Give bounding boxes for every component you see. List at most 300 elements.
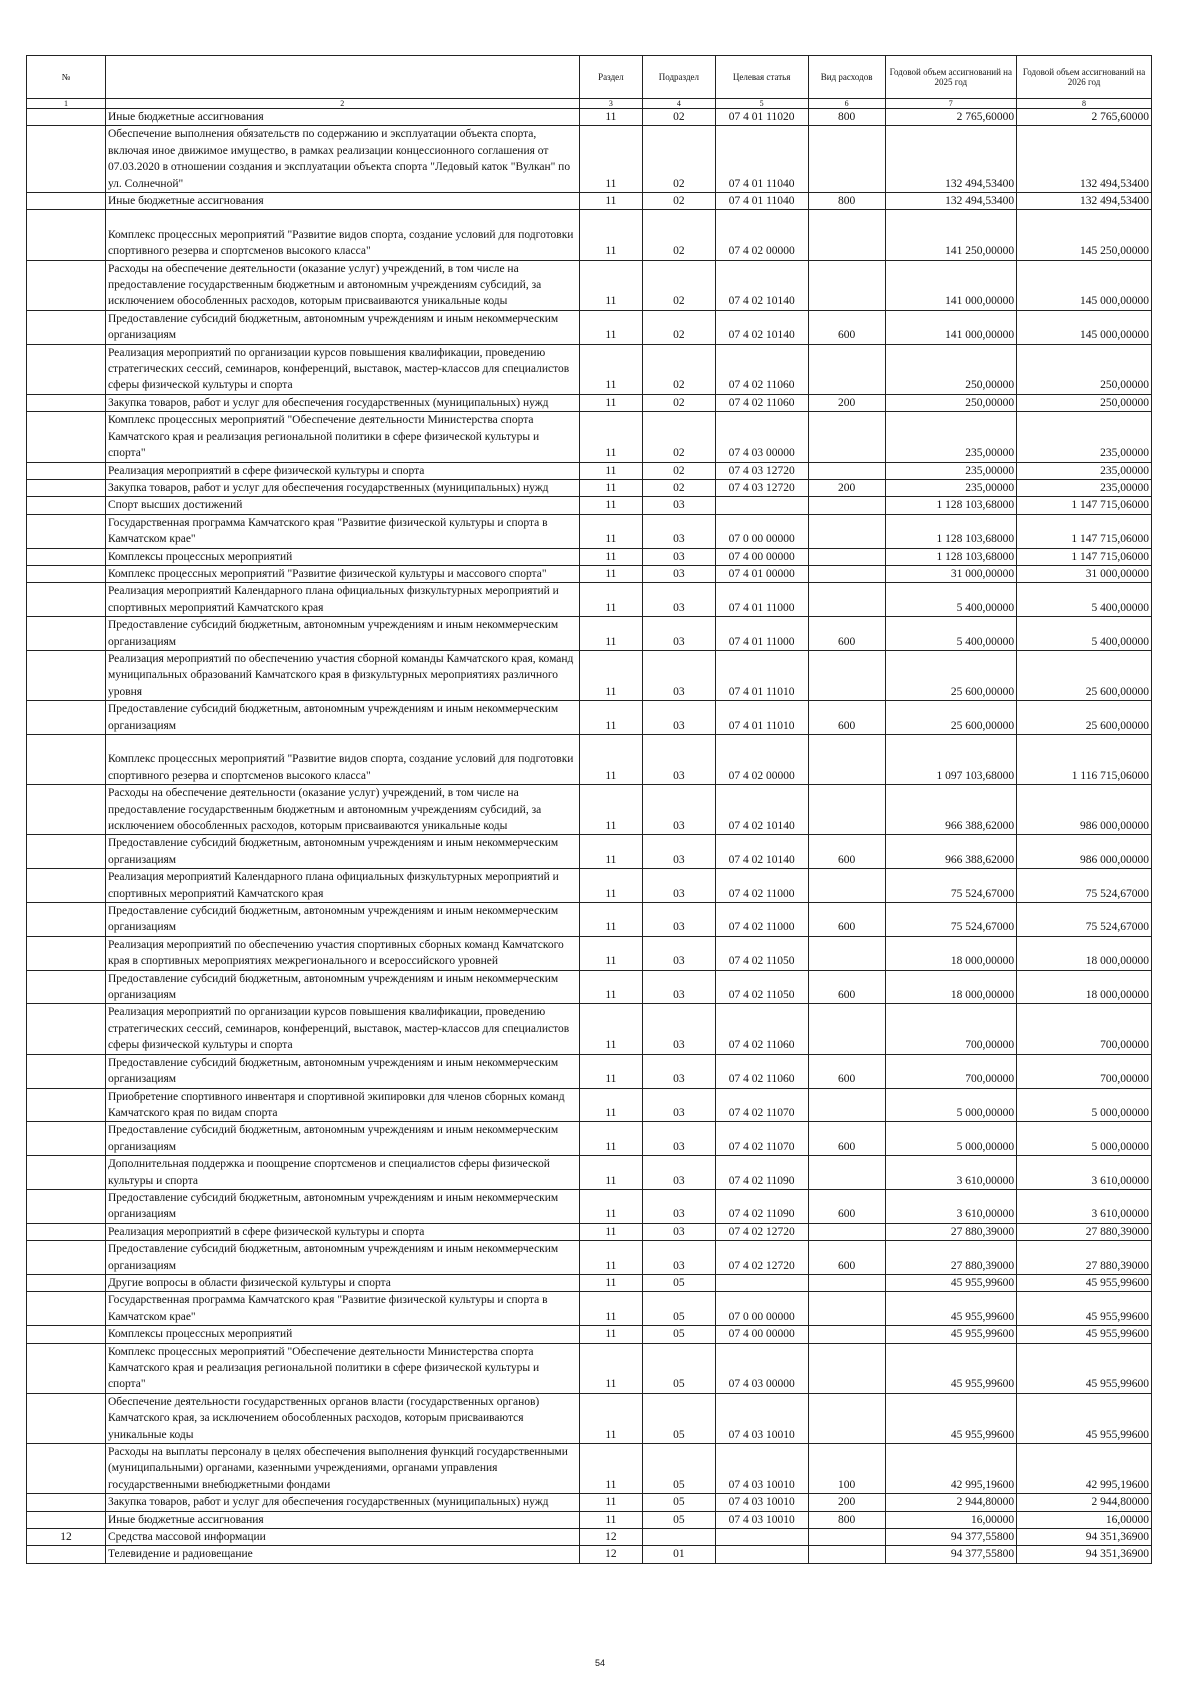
row-razdel: 11 xyxy=(579,735,643,785)
row-amount-2025: 27 880,39000 xyxy=(885,1241,1017,1275)
col-number: 5 xyxy=(715,99,808,109)
table-row xyxy=(27,1054,1152,1088)
row-name: Реализация мероприятий Календарного плана официальных физкультурных мероприятий и спортивных мероприятий Камчатского края xyxy=(105,869,579,903)
row-podrazdel: 02 xyxy=(643,126,715,193)
row-amount-2026: 75 524,67000 xyxy=(1017,869,1152,903)
table-row xyxy=(27,1156,1152,1190)
row-name: Предоставление субсидий бюджетным, автономным учреждениям и иным некоммерческим организациям xyxy=(105,1054,579,1088)
row-amount-2026: 2 944,80000 xyxy=(1017,1494,1152,1511)
row-number xyxy=(27,1444,106,1494)
row-podrazdel: 03 xyxy=(643,1054,715,1088)
row-expense-type xyxy=(808,514,885,548)
table-row xyxy=(27,412,1152,462)
row-expense-type: 600 xyxy=(808,1241,885,1275)
row-expense-type: 800 xyxy=(808,109,885,126)
header-name xyxy=(105,56,579,99)
row-amount-2025: 18 000,00000 xyxy=(885,970,1017,1004)
row-name: Спорт высших достижений xyxy=(105,497,579,514)
row-podrazdel: 03 xyxy=(643,1189,715,1223)
row-expense-type xyxy=(808,936,885,970)
row-podrazdel: 05 xyxy=(643,1326,715,1343)
row-razdel: 12 xyxy=(579,1546,643,1563)
row-amount-2026: 25 600,00000 xyxy=(1017,701,1152,735)
row-target-article: 07 4 01 11010 xyxy=(715,650,808,700)
table-row xyxy=(27,109,1152,126)
row-name: Иные бюджетные ассигнования xyxy=(105,109,579,126)
row-expense-type xyxy=(808,412,885,462)
row-name: Предоставление субсидий бюджетным, автономным учреждениям и иным некоммерческим организациям xyxy=(105,310,579,344)
table-row xyxy=(27,1494,1152,1511)
row-amount-2025: 25 600,00000 xyxy=(885,650,1017,700)
row-razdel: 11 xyxy=(579,869,643,903)
row-name: Расходы на обеспечение деятельности (оказание услуг) учреждений, в том числе на предоставление государственным бюджетным и автономным учреждениям субсидий, за исключением обособленных расходов, которым присваиваются уникальные коды xyxy=(105,260,579,310)
row-amount-2025: 700,00000 xyxy=(885,1004,1017,1054)
row-name: Предоставление субсидий бюджетным, автономным учреждениям и иным некоммерческим организациям xyxy=(105,835,579,869)
row-number xyxy=(27,1343,106,1393)
row-amount-2025: 235,00000 xyxy=(885,462,1017,479)
row-number xyxy=(27,583,106,617)
row-razdel: 11 xyxy=(579,412,643,462)
row-target-article: 07 4 03 10010 xyxy=(715,1494,808,1511)
row-number xyxy=(27,344,106,394)
row-amount-2025: 141 250,00000 xyxy=(885,210,1017,260)
row-number xyxy=(27,394,106,411)
table-row xyxy=(27,1241,1152,1275)
row-name: Средства массовой информации xyxy=(105,1529,579,1546)
row-name: Предоставление субсидий бюджетным, автономным учреждениям и иным некоммерческим организациям xyxy=(105,1189,579,1223)
row-amount-2026: 145 000,00000 xyxy=(1017,310,1152,344)
row-amount-2026: 1 147 715,06000 xyxy=(1017,548,1152,565)
row-number xyxy=(27,1088,106,1122)
row-amount-2025: 250,00000 xyxy=(885,344,1017,394)
row-podrazdel: 05 xyxy=(643,1393,715,1443)
row-razdel: 11 xyxy=(579,617,643,651)
row-razdel: 11 xyxy=(579,1156,643,1190)
row-amount-2026: 250,00000 xyxy=(1017,344,1152,394)
row-amount-2026: 1 116 715,06000 xyxy=(1017,735,1152,785)
row-number xyxy=(27,617,106,651)
row-amount-2025: 5 400,00000 xyxy=(885,583,1017,617)
row-expense-type xyxy=(808,1156,885,1190)
row-razdel: 11 xyxy=(579,1343,643,1393)
row-number xyxy=(27,835,106,869)
table-row xyxy=(27,1274,1152,1291)
row-number xyxy=(27,1241,106,1275)
row-razdel: 11 xyxy=(579,1326,643,1343)
row-amount-2025: 1 128 103,68000 xyxy=(885,514,1017,548)
row-amount-2025: 1 128 103,68000 xyxy=(885,497,1017,514)
row-expense-type: 600 xyxy=(808,1122,885,1156)
row-target-article: 07 0 00 00000 xyxy=(715,514,808,548)
row-name: Дополнительная поддержка и поощрение спортсменов и специалистов сферы физической культуры и спорта xyxy=(105,1156,579,1190)
row-podrazdel: 03 xyxy=(643,735,715,785)
row-number xyxy=(27,412,106,462)
table-row xyxy=(27,260,1152,310)
row-expense-type: 600 xyxy=(808,701,885,735)
row-amount-2025: 235,00000 xyxy=(885,412,1017,462)
row-name: Предоставление субсидий бюджетным, автономным учреждениям и иным некоммерческим организациям xyxy=(105,1122,579,1156)
row-podrazdel: 03 xyxy=(643,583,715,617)
table-row xyxy=(27,1343,1152,1393)
row-amount-2025: 141 000,00000 xyxy=(885,260,1017,310)
row-razdel: 11 xyxy=(579,903,643,937)
row-target-article: 07 4 02 11000 xyxy=(715,869,808,903)
row-amount-2025: 5 400,00000 xyxy=(885,617,1017,651)
row-amount-2025: 235,00000 xyxy=(885,479,1017,496)
row-number xyxy=(27,497,106,514)
row-target-article: 07 4 02 11060 xyxy=(715,394,808,411)
row-razdel: 11 xyxy=(579,835,643,869)
row-expense-type xyxy=(808,1326,885,1343)
row-razdel: 11 xyxy=(579,479,643,496)
row-target-article: 07 4 02 12720 xyxy=(715,1241,808,1275)
row-target-article: 07 4 02 11070 xyxy=(715,1088,808,1122)
row-amount-2026: 235,00000 xyxy=(1017,479,1152,496)
row-name: Расходы на обеспечение деятельности (оказание услуг) учреждений, в том числе на предоставление государственным бюджетным и автономным учреждениям субсидий, за исключением обособленных расходов, которым присваиваются уникальные коды xyxy=(105,785,579,835)
row-name: Приобретение спортивного инвентаря и спортивной экипировки для членов сборных команд Камчатского края по видам спорта xyxy=(105,1088,579,1122)
row-podrazdel: 02 xyxy=(643,310,715,344)
row-podrazdel: 02 xyxy=(643,344,715,394)
row-razdel: 11 xyxy=(579,1511,643,1528)
row-podrazdel: 02 xyxy=(643,394,715,411)
row-podrazdel: 05 xyxy=(643,1494,715,1511)
header-vid: Вид расходов xyxy=(808,56,885,99)
row-amount-2026: 986 000,00000 xyxy=(1017,835,1152,869)
row-expense-type: 600 xyxy=(808,617,885,651)
row-expense-type xyxy=(808,344,885,394)
row-number xyxy=(27,126,106,193)
row-amount-2026: 42 995,19600 xyxy=(1017,1444,1152,1494)
row-amount-2026: 235,00000 xyxy=(1017,462,1152,479)
table-row xyxy=(27,497,1152,514)
row-amount-2026: 27 880,39000 xyxy=(1017,1241,1152,1275)
table-row xyxy=(27,479,1152,496)
row-target-article: 07 4 02 00000 xyxy=(715,210,808,260)
row-name: Государственная программа Камчатского края "Развитие физической культуры и спорта в Камчатском крае" xyxy=(105,514,579,548)
row-podrazdel: 03 xyxy=(643,1122,715,1156)
row-razdel: 11 xyxy=(579,1122,643,1156)
row-number xyxy=(27,1004,106,1054)
row-target-article: 07 4 03 00000 xyxy=(715,1343,808,1393)
row-target-article: 07 4 03 00000 xyxy=(715,412,808,462)
row-target-article: 07 4 02 11060 xyxy=(715,1004,808,1054)
row-target-article xyxy=(715,497,808,514)
table-row xyxy=(27,394,1152,411)
row-amount-2026: 16,00000 xyxy=(1017,1511,1152,1528)
row-razdel: 11 xyxy=(579,1292,643,1326)
row-expense-type xyxy=(808,1393,885,1443)
row-podrazdel: 03 xyxy=(643,1223,715,1240)
row-amount-2026: 31 000,00000 xyxy=(1017,565,1152,582)
table-row xyxy=(27,785,1152,835)
table-row xyxy=(27,903,1152,937)
row-target-article: 07 4 02 11060 xyxy=(715,1054,808,1088)
row-podrazdel: 05 xyxy=(643,1343,715,1393)
row-name: Иные бюджетные ассигнования xyxy=(105,1511,579,1528)
row-amount-2025: 700,00000 xyxy=(885,1054,1017,1088)
row-name: Комплекс процессных мероприятий "Развитие физической культуры и массового спорта" xyxy=(105,565,579,582)
row-amount-2025: 5 000,00000 xyxy=(885,1122,1017,1156)
row-number xyxy=(27,785,106,835)
row-podrazdel: 03 xyxy=(643,1004,715,1054)
row-podrazdel: 03 xyxy=(643,565,715,582)
table-row xyxy=(27,310,1152,344)
row-expense-type xyxy=(808,260,885,310)
row-amount-2025: 31 000,00000 xyxy=(885,565,1017,582)
row-target-article: 07 4 02 11070 xyxy=(715,1122,808,1156)
table-row xyxy=(27,1444,1152,1494)
table-row xyxy=(27,1223,1152,1240)
row-number xyxy=(27,1054,106,1088)
row-amount-2025: 45 955,99600 xyxy=(885,1292,1017,1326)
row-expense-type xyxy=(808,785,885,835)
row-expense-type xyxy=(808,210,885,260)
row-amount-2025: 25 600,00000 xyxy=(885,701,1017,735)
row-number xyxy=(27,903,106,937)
row-name: Реализация мероприятий по обеспечению участия сборной команды Камчатского края, команд муниципальных образований Камчатского края в физкультурных мероприятиях различного уровня xyxy=(105,650,579,700)
row-target-article: 07 4 02 11060 xyxy=(715,344,808,394)
row-razdel: 11 xyxy=(579,1189,643,1223)
row-name: Комплексы процессных мероприятий xyxy=(105,1326,579,1343)
row-number xyxy=(27,260,106,310)
row-podrazdel: 05 xyxy=(643,1274,715,1291)
row-amount-2026: 45 955,99600 xyxy=(1017,1292,1152,1326)
row-podrazdel: 05 xyxy=(643,1292,715,1326)
row-amount-2025: 250,00000 xyxy=(885,394,1017,411)
row-expense-type xyxy=(808,1546,885,1563)
row-razdel: 12 xyxy=(579,1529,643,1546)
row-amount-2025: 45 955,99600 xyxy=(885,1326,1017,1343)
row-number xyxy=(27,479,106,496)
row-name: Реализация мероприятий в сфере физической культуры и спорта xyxy=(105,462,579,479)
row-name: Комплекс процессных мероприятий "Развитие видов спорта, создание условий для подготовки спортивного резерва и спортсменов высокого класса" xyxy=(105,735,579,785)
row-number xyxy=(27,565,106,582)
row-razdel: 11 xyxy=(579,650,643,700)
row-number xyxy=(27,514,106,548)
column-number-row xyxy=(27,99,1152,109)
row-expense-type: 200 xyxy=(808,394,885,411)
row-amount-2026: 5 400,00000 xyxy=(1017,583,1152,617)
table-row xyxy=(27,193,1152,210)
row-number xyxy=(27,310,106,344)
row-podrazdel: 03 xyxy=(643,970,715,1004)
row-target-article: 07 4 02 10140 xyxy=(715,835,808,869)
row-amount-2026: 250,00000 xyxy=(1017,394,1152,411)
row-expense-type xyxy=(808,565,885,582)
row-target-article: 07 4 02 11050 xyxy=(715,970,808,1004)
row-podrazdel: 03 xyxy=(643,497,715,514)
row-name: Расходы на выплаты персоналу в целях обеспечения выполнения функций государственными (муниципальными) органами, казенными учреждениями, органами управления государственными внебюджетными фондами xyxy=(105,1444,579,1494)
row-expense-type: 100 xyxy=(808,1444,885,1494)
row-amount-2025: 45 955,99600 xyxy=(885,1274,1017,1291)
row-podrazdel: 05 xyxy=(643,1511,715,1528)
row-razdel: 11 xyxy=(579,126,643,193)
table-row xyxy=(27,548,1152,565)
row-target-article: 07 4 02 10140 xyxy=(715,310,808,344)
row-amount-2026: 45 955,99600 xyxy=(1017,1343,1152,1393)
row-podrazdel: 03 xyxy=(643,1088,715,1122)
row-razdel: 11 xyxy=(579,565,643,582)
row-amount-2026: 1 147 715,06000 xyxy=(1017,514,1152,548)
row-amount-2026: 3 610,00000 xyxy=(1017,1189,1152,1223)
row-amount-2026: 132 494,53400 xyxy=(1017,193,1152,210)
row-target-article: 07 4 01 11010 xyxy=(715,701,808,735)
table-row xyxy=(27,1189,1152,1223)
row-expense-type: 800 xyxy=(808,193,885,210)
row-number xyxy=(27,1393,106,1443)
row-number xyxy=(27,1274,106,1291)
row-amount-2025: 16,00000 xyxy=(885,1511,1017,1528)
row-amount-2026: 700,00000 xyxy=(1017,1054,1152,1088)
table-row xyxy=(27,617,1152,651)
table-row xyxy=(27,210,1152,260)
row-name: Комплекс процессных мероприятий "Обеспечение деятельности Министерства спорта Камчатского края и реализация региональной политики в сфере физической культуры и спорта" xyxy=(105,1343,579,1393)
row-target-article: 07 4 02 10140 xyxy=(715,260,808,310)
row-razdel: 11 xyxy=(579,394,643,411)
row-amount-2026: 18 000,00000 xyxy=(1017,970,1152,1004)
row-number xyxy=(27,1546,106,1563)
row-razdel: 11 xyxy=(579,936,643,970)
row-razdel: 11 xyxy=(579,1004,643,1054)
row-name: Иные бюджетные ассигнования xyxy=(105,193,579,210)
row-razdel: 11 xyxy=(579,497,643,514)
table-row xyxy=(27,514,1152,548)
row-target-article: 07 4 01 11020 xyxy=(715,109,808,126)
row-amount-2026: 45 955,99600 xyxy=(1017,1326,1152,1343)
row-target-article: 07 4 03 10010 xyxy=(715,1393,808,1443)
row-number xyxy=(27,1156,106,1190)
row-podrazdel: 03 xyxy=(643,548,715,565)
table-row xyxy=(27,1546,1152,1563)
row-number xyxy=(27,1122,106,1156)
row-number xyxy=(27,1511,106,1528)
row-razdel: 11 xyxy=(579,109,643,126)
row-podrazdel: 03 xyxy=(643,514,715,548)
row-target-article: 07 4 02 11050 xyxy=(715,936,808,970)
row-expense-type: 600 xyxy=(808,970,885,1004)
row-razdel: 11 xyxy=(579,1088,643,1122)
row-razdel: 11 xyxy=(579,1223,643,1240)
table-row xyxy=(27,970,1152,1004)
table-row xyxy=(27,1511,1152,1528)
row-amount-2025: 966 388,62000 xyxy=(885,835,1017,869)
row-amount-2026: 45 955,99600 xyxy=(1017,1274,1152,1291)
row-target-article xyxy=(715,1546,808,1563)
row-number xyxy=(27,1326,106,1343)
row-amount-2025: 94 377,55800 xyxy=(885,1529,1017,1546)
row-amount-2025: 5 000,00000 xyxy=(885,1088,1017,1122)
row-podrazdel: 03 xyxy=(643,650,715,700)
row-razdel: 11 xyxy=(579,514,643,548)
row-target-article: 07 4 03 10010 xyxy=(715,1444,808,1494)
table-row xyxy=(27,126,1152,193)
header-podrazdel: Подраздел xyxy=(643,56,715,99)
row-name: Другие вопросы в области физической культуры и спорта xyxy=(105,1274,579,1291)
row-amount-2026: 5 000,00000 xyxy=(1017,1088,1152,1122)
row-number xyxy=(27,970,106,1004)
col-number: 7 xyxy=(885,99,1017,109)
table-row xyxy=(27,869,1152,903)
row-name: Телевидение и радиовещание xyxy=(105,1546,579,1563)
row-expense-type: 200 xyxy=(808,1494,885,1511)
table-row xyxy=(27,1004,1152,1054)
row-razdel: 11 xyxy=(579,1274,643,1291)
row-number xyxy=(27,1292,106,1326)
row-podrazdel: 03 xyxy=(643,1241,715,1275)
row-razdel: 11 xyxy=(579,1444,643,1494)
row-expense-type xyxy=(808,462,885,479)
row-razdel: 11 xyxy=(579,462,643,479)
row-podrazdel: 02 xyxy=(643,193,715,210)
row-number xyxy=(27,701,106,735)
budget-table-sheet xyxy=(26,55,1152,1564)
row-amount-2025: 75 524,67000 xyxy=(885,903,1017,937)
table-row xyxy=(27,735,1152,785)
header-2026: Годовой объем ассигнований на 2026 год xyxy=(1017,56,1152,99)
row-podrazdel: 03 xyxy=(643,1156,715,1190)
row-amount-2026: 2 765,60000 xyxy=(1017,109,1152,126)
header-razdel: Раздел xyxy=(579,56,643,99)
col-number: 6 xyxy=(808,99,885,109)
table-row xyxy=(27,1292,1152,1326)
header-row xyxy=(27,56,1152,99)
row-number xyxy=(27,109,106,126)
row-target-article: 07 4 01 00000 xyxy=(715,565,808,582)
row-amount-2026: 145 250,00000 xyxy=(1017,210,1152,260)
row-target-article: 07 4 03 12720 xyxy=(715,479,808,496)
row-amount-2025: 42 995,19600 xyxy=(885,1444,1017,1494)
row-name: Комплексы процессных мероприятий xyxy=(105,548,579,565)
table-row xyxy=(27,583,1152,617)
row-expense-type: 600 xyxy=(808,1054,885,1088)
row-expense-type xyxy=(808,869,885,903)
row-amount-2025: 27 880,39000 xyxy=(885,1223,1017,1240)
row-name: Государственная программа Камчатского края "Развитие физической культуры и спорта в Камчатском крае" xyxy=(105,1292,579,1326)
row-podrazdel: 03 xyxy=(643,835,715,869)
table-body xyxy=(27,109,1152,1564)
row-expense-type: 800 xyxy=(808,1511,885,1528)
table-row xyxy=(27,1122,1152,1156)
row-expense-type: 600 xyxy=(808,835,885,869)
row-razdel: 11 xyxy=(579,701,643,735)
row-expense-type: 600 xyxy=(808,310,885,344)
row-amount-2025: 132 494,53400 xyxy=(885,126,1017,193)
row-amount-2025: 18 000,00000 xyxy=(885,936,1017,970)
row-name: Предоставление субсидий бюджетным, автономным учреждениям и иным некоммерческим организациям xyxy=(105,617,579,651)
row-amount-2026: 94 351,36900 xyxy=(1017,1529,1152,1546)
row-razdel: 11 xyxy=(579,548,643,565)
row-expense-type xyxy=(808,1088,885,1122)
row-number: 12 xyxy=(27,1529,106,1546)
row-podrazdel: 01 xyxy=(643,1546,715,1563)
row-number xyxy=(27,462,106,479)
row-amount-2025: 94 377,55800 xyxy=(885,1546,1017,1563)
row-podrazdel: 05 xyxy=(643,1444,715,1494)
row-expense-type: 600 xyxy=(808,1189,885,1223)
row-expense-type xyxy=(808,497,885,514)
row-amount-2025: 45 955,99600 xyxy=(885,1393,1017,1443)
table-row xyxy=(27,565,1152,582)
row-target-article: 07 4 00 00000 xyxy=(715,548,808,565)
budget-table xyxy=(26,55,1152,1564)
col-number: 2 xyxy=(105,99,579,109)
row-razdel: 11 xyxy=(579,970,643,1004)
row-podrazdel: 03 xyxy=(643,701,715,735)
row-amount-2025: 75 524,67000 xyxy=(885,869,1017,903)
row-amount-2025: 141 000,00000 xyxy=(885,310,1017,344)
row-expense-type xyxy=(808,1004,885,1054)
row-target-article: 07 0 00 00000 xyxy=(715,1292,808,1326)
